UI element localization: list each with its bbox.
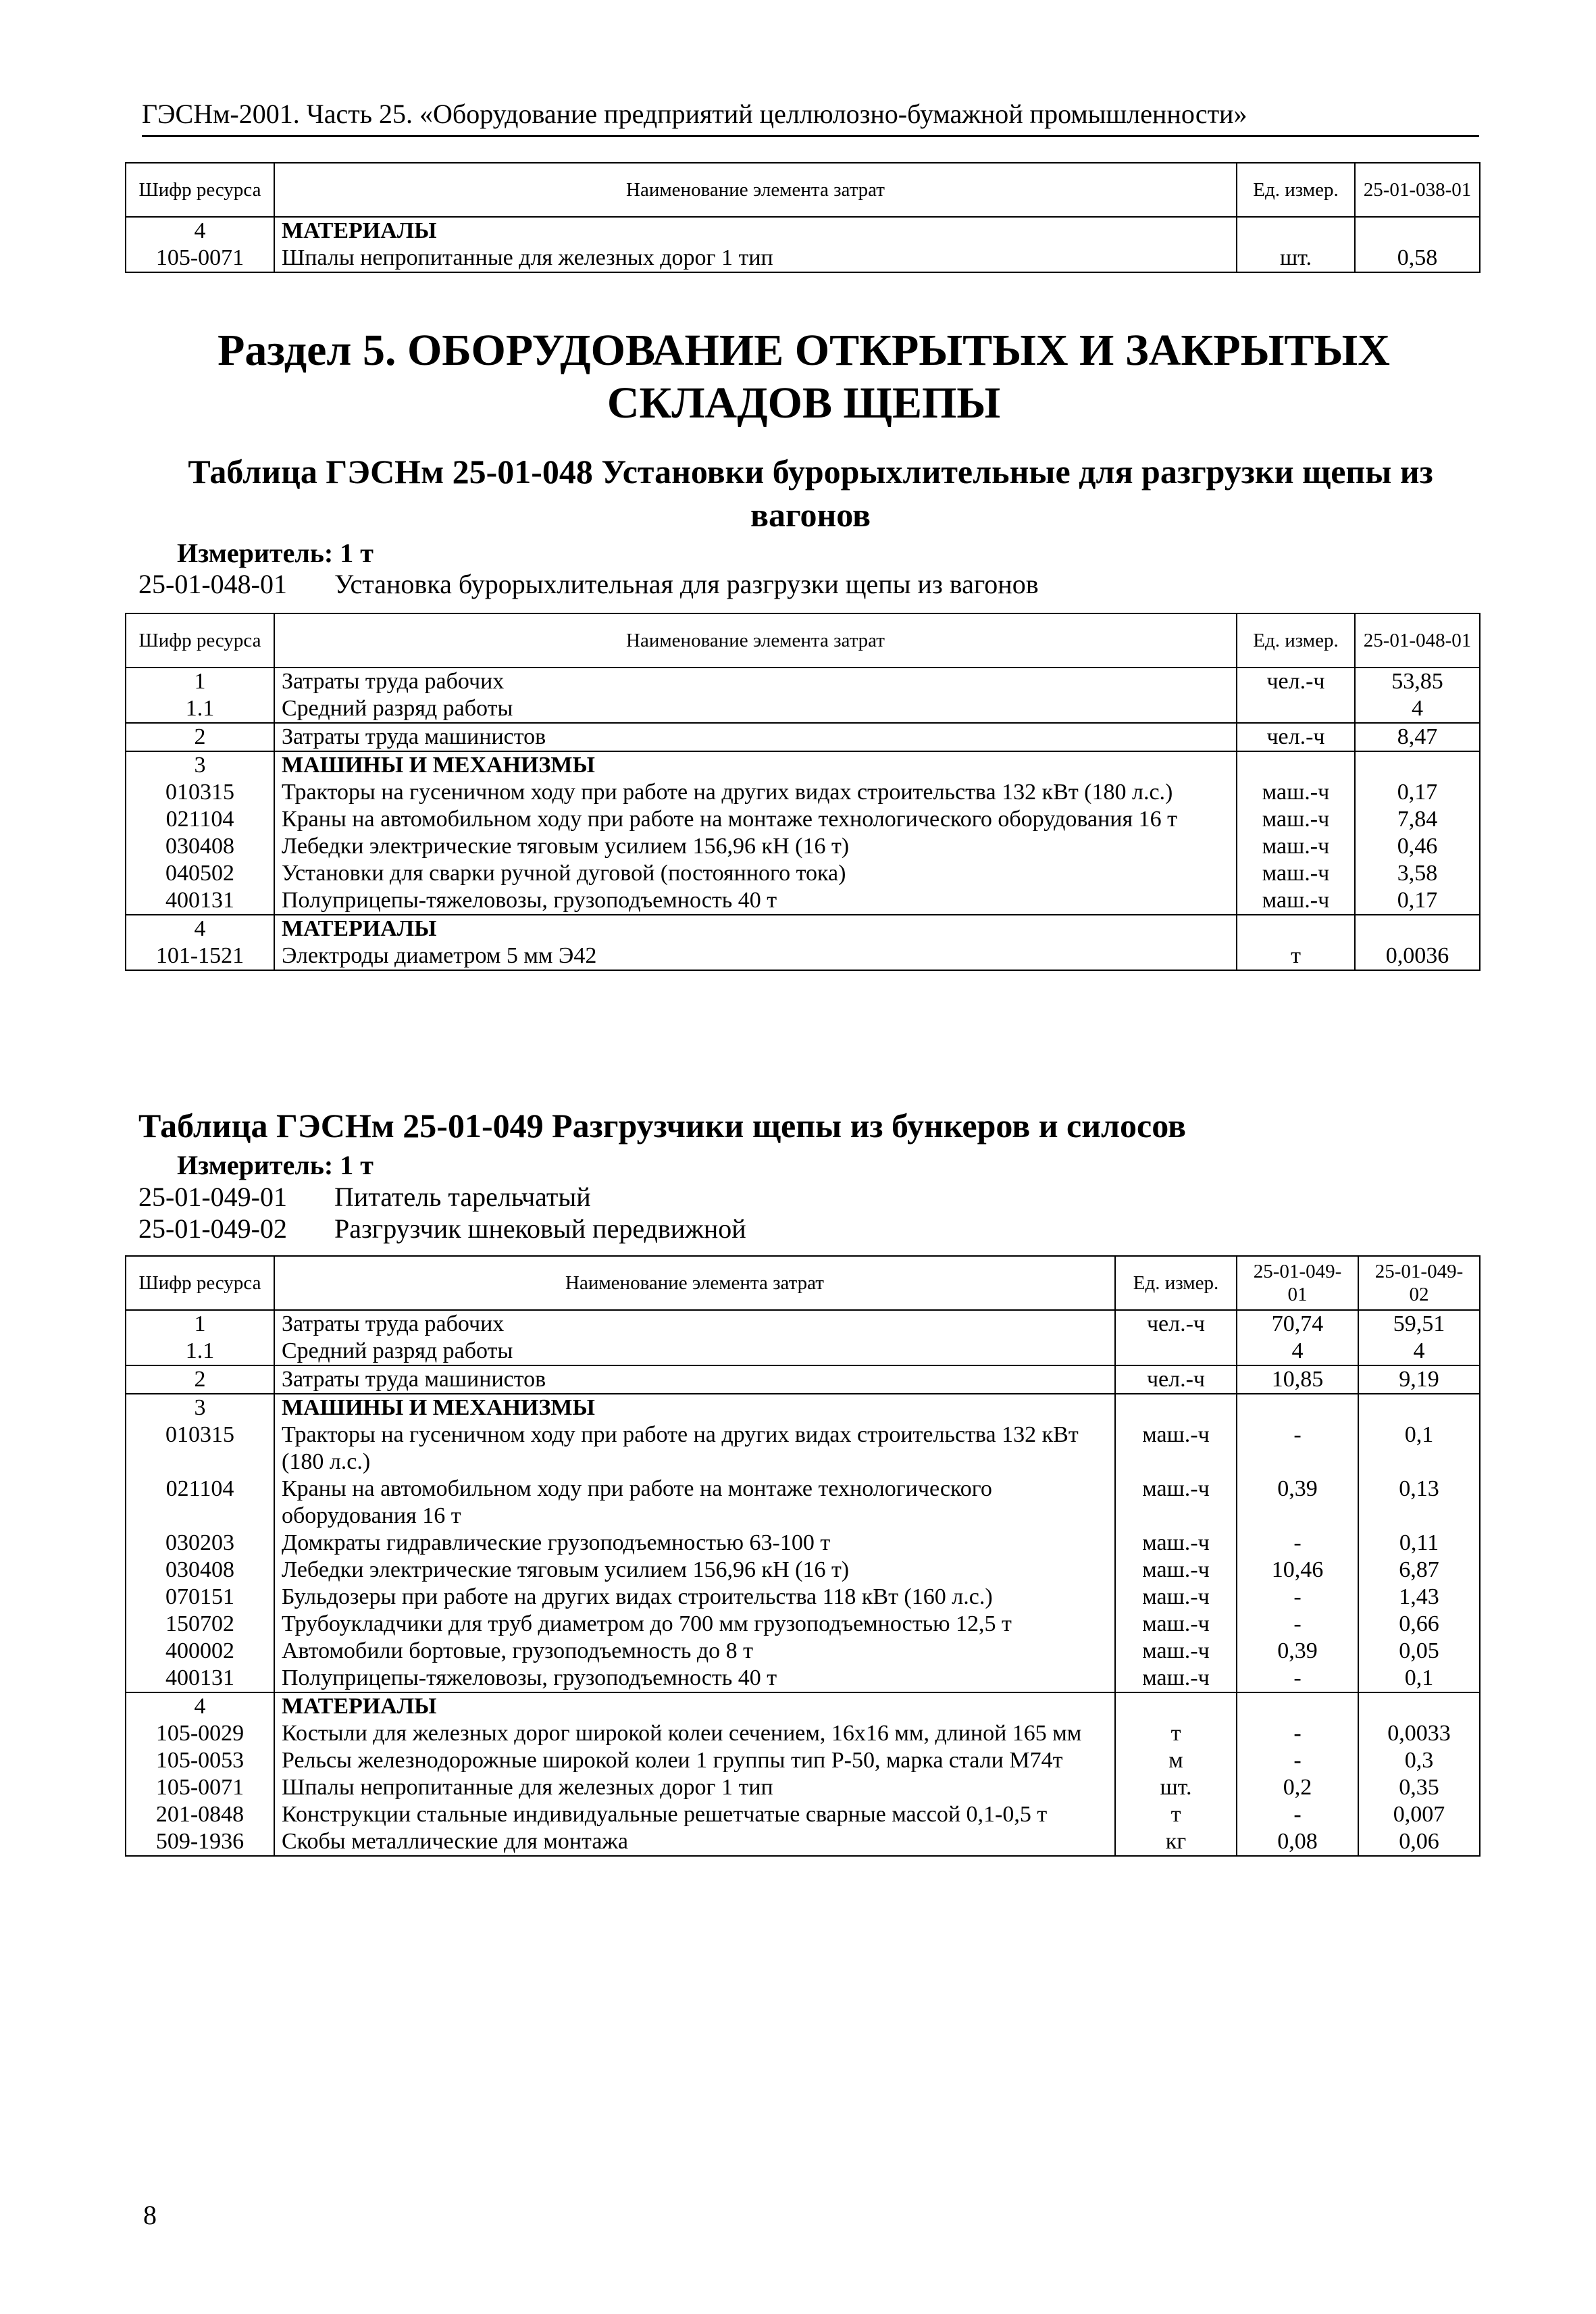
cell-v1: 7,84 bbox=[1355, 806, 1480, 833]
cell-unit: чел.-ч bbox=[1115, 1365, 1237, 1394]
cell-v1: 4 bbox=[1237, 1338, 1358, 1365]
cell-name: Тракторы на гусеничном ходу при работе на других видах строительства 132 кВт (180 л.с.) bbox=[274, 779, 1237, 806]
cell-name: Электроды диаметром 5 мм Э42 bbox=[274, 942, 1237, 970]
cell-v2: 0,35 bbox=[1358, 1774, 1480, 1801]
table-row bbox=[126, 1828, 1480, 1856]
cell-v1: 0,58 bbox=[1355, 245, 1480, 272]
table-row bbox=[126, 1692, 1480, 1720]
cell-code: 070151 bbox=[126, 1584, 274, 1611]
cell-code: 021104 bbox=[126, 1476, 274, 1530]
cell-v1: 0,17 bbox=[1355, 779, 1480, 806]
cell-v1: 0,0036 bbox=[1355, 942, 1480, 970]
table-row bbox=[126, 833, 1480, 860]
table-row bbox=[126, 1720, 1480, 1747]
cell-v1 bbox=[1237, 1394, 1358, 1422]
cell-name: МАШИНЫ И МЕХАНИЗМЫ bbox=[274, 751, 1237, 779]
cell-unit: маш.-ч bbox=[1115, 1557, 1237, 1584]
table-048 bbox=[125, 613, 1481, 971]
cell-code: 010315 bbox=[126, 779, 274, 806]
cell-v1: 0,46 bbox=[1355, 833, 1480, 860]
cell-unit: чел.-ч bbox=[1115, 1310, 1237, 1338]
table-row bbox=[126, 942, 1480, 970]
table-row bbox=[126, 723, 1480, 751]
cell-name: Краны на автомобильном ходу при работе на монтаже технологического оборудования 16 т bbox=[274, 806, 1237, 833]
col-header-norm: 25-01-048-01 bbox=[1355, 613, 1480, 668]
cell-name: Бульдозеры при работе на других видах строительства 118 кВт (160 л.с.) bbox=[274, 1584, 1115, 1611]
table-row bbox=[126, 915, 1480, 942]
section-title: Раздел 5. ОБОРУДОВАНИЕ ОТКРЫТЫХ И ЗАКРЫТЫХ СКЛАДОВ ЩЕПЫ bbox=[217, 326, 1390, 428]
cell-name: Затраты труда рабочих bbox=[274, 668, 1237, 695]
cell-name: Установки для сварки ручной дуговой (постоянного тока) bbox=[274, 860, 1237, 887]
item-description: Разгрузчик шнековый передвижной bbox=[334, 1213, 746, 1244]
cell-v1: 70,74 bbox=[1237, 1310, 1358, 1338]
table-row bbox=[126, 1310, 1480, 1338]
cell-v2: 0,13 bbox=[1358, 1476, 1480, 1530]
table-row bbox=[126, 1774, 1480, 1801]
cell-v1: - bbox=[1237, 1530, 1358, 1557]
cell-code: 105-0071 bbox=[126, 1774, 274, 1801]
table-row bbox=[126, 751, 1480, 779]
cell-unit: маш.-ч bbox=[1237, 806, 1355, 833]
table-048-item bbox=[138, 568, 1039, 601]
cell-unit: т bbox=[1237, 942, 1355, 970]
cell-unit: маш.-ч bbox=[1237, 779, 1355, 806]
cell-code: 1 bbox=[126, 1310, 274, 1338]
cell-code: 400131 bbox=[126, 887, 274, 915]
cell-unit: шт. bbox=[1237, 245, 1355, 272]
cell-name: Автомобили бортовые, грузоподъемность до 8 т bbox=[274, 1638, 1115, 1665]
cell-code: 400002 bbox=[126, 1638, 274, 1665]
cell-v1: 10,46 bbox=[1237, 1557, 1358, 1584]
cell-name: МАТЕРИАЛЫ bbox=[274, 1692, 1115, 1720]
cell-code: 105-0071 bbox=[126, 245, 274, 272]
cell-v2: 0,007 bbox=[1358, 1801, 1480, 1828]
table-row bbox=[126, 1638, 1480, 1665]
cell-unit: маш.-ч bbox=[1115, 1422, 1237, 1476]
cell-name: Лебедки электрические тяговым усилием 156,96 кН (16 т) bbox=[274, 833, 1237, 860]
table-row bbox=[126, 1365, 1480, 1394]
cell-unit bbox=[1237, 915, 1355, 942]
cell-v2: 59,51 bbox=[1358, 1310, 1480, 1338]
cell-unit: маш.-ч bbox=[1115, 1638, 1237, 1665]
cell-unit bbox=[1237, 217, 1355, 245]
cell-v2: 0,1 bbox=[1358, 1665, 1480, 1692]
cell-v2: 0,05 bbox=[1358, 1638, 1480, 1665]
cell-unit: маш.-ч bbox=[1115, 1584, 1237, 1611]
cell-v1: - bbox=[1237, 1584, 1358, 1611]
cell-v1: 0,2 bbox=[1237, 1774, 1358, 1801]
cell-unit: чел.-ч bbox=[1237, 723, 1355, 751]
cell-v2 bbox=[1358, 1394, 1480, 1422]
col-header-norm-2: 25-01-049-02 bbox=[1358, 1256, 1480, 1310]
cell-unit: маш.-ч bbox=[1115, 1665, 1237, 1692]
cell-v1 bbox=[1237, 1692, 1358, 1720]
item-code: 25-01-048-01 bbox=[138, 569, 287, 599]
cell-v2: 0,3 bbox=[1358, 1747, 1480, 1774]
table-049-item-1 bbox=[138, 1180, 591, 1214]
cell-unit: маш.-ч bbox=[1237, 887, 1355, 915]
cell-v1: 3,58 bbox=[1355, 860, 1480, 887]
table-row bbox=[126, 860, 1480, 887]
table-row bbox=[126, 217, 1480, 245]
cell-unit: маш.-ч bbox=[1237, 833, 1355, 860]
cell-unit bbox=[1237, 695, 1355, 723]
cell-code: 1.1 bbox=[126, 695, 274, 723]
col-header-name: Наименование элемента затрат bbox=[274, 163, 1237, 217]
cell-code: 4 bbox=[126, 217, 274, 245]
cell-code: 509-1936 bbox=[126, 1828, 274, 1856]
cell-v2: 0,1 bbox=[1358, 1422, 1480, 1476]
cell-unit: маш.-ч bbox=[1115, 1530, 1237, 1557]
col-header-code: Шифр ресурса bbox=[126, 1256, 274, 1310]
cell-v2: 9,19 bbox=[1358, 1365, 1480, 1394]
col-header-norm: 25-01-038-01 bbox=[1355, 163, 1480, 217]
cell-code: 4 bbox=[126, 1692, 274, 1720]
cell-name: Тракторы на гусеничном ходу при работе на других видах строительства 132 кВт (180 л.с.) bbox=[274, 1422, 1115, 1476]
cell-code: 021104 bbox=[126, 806, 274, 833]
page-header: ГЭСНм-2001. Часть 25. «Оборудование предприятий целлюлозно-бумажной промышленности» bbox=[142, 96, 1479, 137]
cell-v2: 0,0033 bbox=[1358, 1720, 1480, 1747]
table-row bbox=[126, 1338, 1480, 1365]
table-row bbox=[126, 806, 1480, 833]
cell-name: Трубоукладчики для труб диаметром до 700 мм грузоподъемностью 12,5 т bbox=[274, 1611, 1115, 1638]
cell-code: 1 bbox=[126, 668, 274, 695]
cell-v1: 53,85 bbox=[1355, 668, 1480, 695]
cell-v1 bbox=[1355, 217, 1480, 245]
cell-v2 bbox=[1358, 1692, 1480, 1720]
cell-v2: 4 bbox=[1358, 1338, 1480, 1365]
cell-code: 105-0029 bbox=[126, 1720, 274, 1747]
table-row bbox=[126, 1476, 1480, 1530]
cell-name: Полуприцепы-тяжеловозы, грузоподъемность 40 т bbox=[274, 887, 1237, 915]
cell-v1: 4 bbox=[1355, 695, 1480, 723]
cell-v2: 0,66 bbox=[1358, 1611, 1480, 1638]
cell-name: Костыли для железных дорог широкой колеи сечением, 16х16 мм, длиной 165 мм bbox=[274, 1720, 1115, 1747]
cell-v1: 8,47 bbox=[1355, 723, 1480, 751]
cell-code: 2 bbox=[126, 723, 274, 751]
cell-unit: маш.-ч bbox=[1115, 1611, 1237, 1638]
cell-v1: - bbox=[1237, 1801, 1358, 1828]
cell-name: Шпалы непропитанные для железных дорог 1 тип bbox=[274, 245, 1237, 272]
cell-v2: 1,43 bbox=[1358, 1584, 1480, 1611]
page-number: 8 bbox=[143, 2200, 157, 2230]
table-row bbox=[126, 1611, 1480, 1638]
cell-name: МАТЕРИАЛЫ bbox=[274, 915, 1237, 942]
cell-unit bbox=[1115, 1692, 1237, 1720]
cell-v2: 6,87 bbox=[1358, 1557, 1480, 1584]
item-description: Установка бурорыхлительная для разгрузки щепы из вагонов bbox=[334, 569, 1039, 599]
table-row bbox=[126, 887, 1480, 915]
cell-name: Затраты труда машинистов bbox=[274, 1365, 1115, 1394]
cell-code: 1.1 bbox=[126, 1338, 274, 1365]
table-row bbox=[126, 1801, 1480, 1828]
col-header-unit: Ед. измер. bbox=[1237, 163, 1355, 217]
cell-code: 201-0848 bbox=[126, 1801, 274, 1828]
cell-v1 bbox=[1355, 751, 1480, 779]
table-049 bbox=[125, 1255, 1481, 1857]
col-header-name: Наименование элемента затрат bbox=[274, 1256, 1115, 1310]
cell-name: Средний разряд работы bbox=[274, 1338, 1115, 1365]
cell-name: МАТЕРИАЛЫ bbox=[274, 217, 1237, 245]
cell-unit: маш.-ч bbox=[1237, 860, 1355, 887]
cell-code: 040502 bbox=[126, 860, 274, 887]
cell-code: 105-0053 bbox=[126, 1747, 274, 1774]
cell-v1: 0,08 bbox=[1237, 1828, 1358, 1856]
cell-code: 150702 bbox=[126, 1611, 274, 1638]
cell-code: 2 bbox=[126, 1365, 274, 1394]
col-header-norm-1: 25-01-049-01 bbox=[1237, 1256, 1358, 1310]
item-description: Питатель тарельчатый bbox=[334, 1182, 591, 1212]
item-code: 25-01-049-01 bbox=[138, 1182, 287, 1212]
table-row bbox=[126, 1747, 1480, 1774]
cell-name: Домкраты гидравлические грузоподъемностью 63-100 т bbox=[274, 1530, 1115, 1557]
cell-v2: 0,11 bbox=[1358, 1530, 1480, 1557]
col-header-code: Шифр ресурса bbox=[126, 163, 274, 217]
cell-unit: маш.-ч bbox=[1115, 1476, 1237, 1530]
cell-unit bbox=[1115, 1394, 1237, 1422]
col-header-unit: Ед. измер. bbox=[1237, 613, 1355, 668]
table-row bbox=[126, 1530, 1480, 1557]
cell-v2: 0,06 bbox=[1358, 1828, 1480, 1856]
cell-name: Затраты труда рабочих bbox=[274, 1310, 1115, 1338]
cell-name: Рельсы железнодорожные широкой колеи 1 группы тип Р-50, марка стали М74т bbox=[274, 1747, 1115, 1774]
table-row bbox=[126, 1665, 1480, 1692]
table-row bbox=[126, 695, 1480, 723]
col-header-code: Шифр ресурса bbox=[126, 613, 274, 668]
cell-unit bbox=[1237, 751, 1355, 779]
cell-v1: - bbox=[1237, 1665, 1358, 1692]
table-048-meter: Измеритель: 1 т bbox=[177, 538, 374, 568]
cell-code: 3 bbox=[126, 1394, 274, 1422]
cell-unit: т bbox=[1115, 1801, 1237, 1828]
cell-unit: чел.-ч bbox=[1237, 668, 1355, 695]
cell-unit: т bbox=[1115, 1720, 1237, 1747]
cell-v1: 0,39 bbox=[1237, 1476, 1358, 1530]
cell-name: Шпалы непропитанные для железных дорог 1 тип bbox=[274, 1774, 1115, 1801]
table-049-title: Таблица ГЭСНм 25-01-049 Разгрузчики щепы из бункеров и силосов bbox=[138, 1107, 1187, 1145]
table-049-meter: Измеритель: 1 т bbox=[177, 1150, 374, 1180]
cell-unit: шт. bbox=[1115, 1774, 1237, 1801]
cell-code: 101-1521 bbox=[126, 942, 274, 970]
cell-code: 400131 bbox=[126, 1665, 274, 1692]
cell-v1 bbox=[1355, 915, 1480, 942]
cell-name: Полуприцепы-тяжеловозы, грузоподъемность 40 т bbox=[274, 1665, 1115, 1692]
cell-code: 030408 bbox=[126, 1557, 274, 1584]
cell-code: 030408 bbox=[126, 833, 274, 860]
cell-code: 4 bbox=[126, 915, 274, 942]
table-row bbox=[126, 1557, 1480, 1584]
cell-v1: - bbox=[1237, 1611, 1358, 1638]
cell-v1: 10,85 bbox=[1237, 1365, 1358, 1394]
table-row bbox=[126, 1584, 1480, 1611]
cell-unit bbox=[1115, 1338, 1237, 1365]
cell-code: 030203 bbox=[126, 1530, 274, 1557]
table-row bbox=[126, 668, 1480, 695]
table-048-title: Таблица ГЭСНм 25-01-048 Установки бурорыхлительные для разгрузки щепы из вагонов bbox=[188, 453, 1433, 534]
cell-name: Конструкции стальные индивидуальные решетчатые сварные массой 0,1-0,5 т bbox=[274, 1801, 1115, 1828]
cell-v1: - bbox=[1237, 1747, 1358, 1774]
item-code: 25-01-049-02 bbox=[138, 1213, 287, 1244]
cell-v1: - bbox=[1237, 1422, 1358, 1476]
cell-v1: - bbox=[1237, 1720, 1358, 1747]
cell-name: Затраты труда машинистов bbox=[274, 723, 1237, 751]
cell-name: Краны на автомобильном ходу при работе на монтаже технологического оборудования 16 т bbox=[274, 1476, 1115, 1530]
cell-name: Скобы металлические для монтажа bbox=[274, 1828, 1115, 1856]
cell-name: Лебедки электрические тяговым усилием 156,96 кН (16 т) bbox=[274, 1557, 1115, 1584]
cell-v1: 0,39 bbox=[1237, 1638, 1358, 1665]
cell-unit: м bbox=[1115, 1747, 1237, 1774]
table-top-continuation bbox=[125, 162, 1481, 273]
table-049-item-2 bbox=[138, 1212, 746, 1246]
cell-name: МАШИНЫ И МЕХАНИЗМЫ bbox=[274, 1394, 1115, 1422]
cell-unit: кг bbox=[1115, 1828, 1237, 1856]
cell-code: 3 bbox=[126, 751, 274, 779]
col-header-unit: Ед. измер. bbox=[1115, 1256, 1237, 1310]
cell-v1: 0,17 bbox=[1355, 887, 1480, 915]
table-row bbox=[126, 1422, 1480, 1476]
cell-name: Средний разряд работы bbox=[274, 695, 1237, 723]
table-row bbox=[126, 779, 1480, 806]
table-row bbox=[126, 245, 1480, 272]
cell-code: 010315 bbox=[126, 1422, 274, 1476]
col-header-name: Наименование элемента затрат bbox=[274, 613, 1237, 668]
table-row bbox=[126, 1394, 1480, 1422]
